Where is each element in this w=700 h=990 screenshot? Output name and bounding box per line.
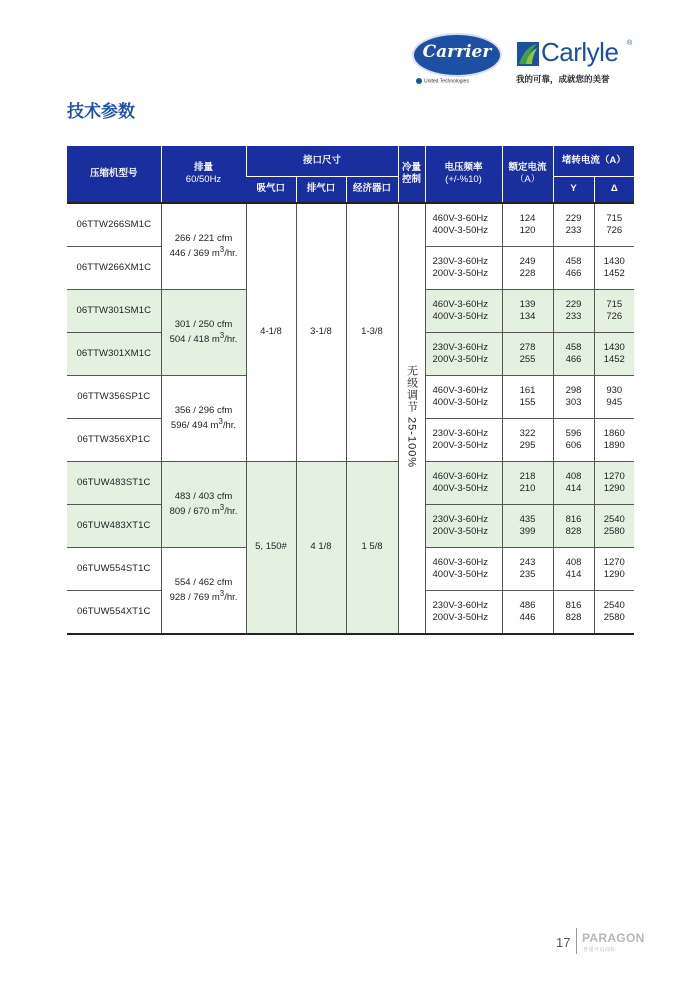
table-header-row (67, 146, 634, 176)
displacement-m3 (162, 417, 246, 433)
voltage-value: 230V-3-60Hz (432, 513, 488, 525)
rla-value: 399 (519, 526, 536, 537)
rla-value: 210 (519, 483, 536, 494)
capacity-control-value: 无级调节 25-100% (405, 364, 418, 468)
displacement-m3-sup: 3 (219, 330, 225, 340)
lra-y-value: 233 (565, 311, 582, 322)
lra-delta-value: 2580 (603, 612, 625, 623)
rla-value: 322 (519, 427, 536, 439)
displacement-m3 (162, 245, 246, 261)
voltage-cell (425, 548, 502, 591)
lra-delta-value: 1430 (603, 255, 625, 267)
displacement-m3-value: 504 / 418 m (169, 334, 220, 346)
voltage-cell (425, 290, 502, 333)
lra-delta-cell (594, 548, 634, 591)
displacement-m3 (162, 503, 246, 519)
voltage-cell (425, 591, 502, 635)
voltage-cell (425, 505, 502, 548)
lra-y-value: 229 (565, 298, 582, 310)
model-cell: 06TTW356XP1C (67, 419, 161, 462)
voltage-cell (425, 419, 502, 462)
displacement-cfm: 266 / 221 cfm (174, 232, 233, 244)
lra-delta-cell (594, 247, 634, 290)
lra-delta-value: 1430 (603, 341, 625, 353)
header-capacity-control-line1: 冷量 (402, 162, 422, 174)
lra-y-value: 458 (565, 341, 582, 353)
rla-value: 243 (519, 556, 536, 568)
lra-delta-cell (594, 203, 634, 247)
header-lra: 堵转电流（A） (553, 146, 634, 176)
rla-value: 120 (519, 225, 536, 236)
rla-value: 446 (519, 612, 536, 623)
discharge-cell: 4 1/8 (296, 462, 346, 635)
rla-cell (502, 290, 553, 333)
lra-y-value: 298 (565, 384, 582, 396)
displacement-m3-unit: /hr. (222, 420, 237, 432)
lra-y-value: 466 (565, 268, 582, 279)
lra-delta-cell (594, 419, 634, 462)
lra-y-cell (553, 505, 594, 548)
lra-y-value: 606 (565, 440, 582, 451)
paragon-subtitle: 普通开启商标 (583, 947, 617, 953)
header-rla-line2: （A） (514, 174, 541, 185)
displacement-cell (161, 290, 246, 376)
rla-value: 249 (519, 255, 536, 267)
voltage-value: 460V-3-60Hz (432, 384, 488, 396)
capacity-control-cell (398, 203, 425, 634)
rla-value: 155 (519, 397, 536, 408)
lra-y-value: 828 (565, 612, 582, 623)
voltage-cell (425, 376, 502, 419)
discharge-cell: 3-1/8 (296, 203, 346, 462)
lra-y-cell (553, 290, 594, 333)
lra-y-cell (553, 419, 594, 462)
lra-delta-value: 2580 (603, 526, 625, 537)
lra-delta-value: 930 (606, 384, 623, 396)
displacement-m3-value: 809 / 670 m (169, 506, 220, 518)
lra-y-cell (553, 591, 594, 635)
lra-delta-value: 1890 (603, 440, 625, 451)
lra-delta-value: 1270 (603, 556, 625, 568)
carrier-logo (412, 33, 502, 87)
voltage-value: 230V-3-60Hz (432, 599, 488, 611)
voltage-value: 230V-3-60Hz (432, 427, 488, 439)
header-lra-y: Y (553, 176, 594, 203)
displacement-cfm: 301 / 250 cfm (174, 318, 233, 330)
voltage-value: 400V-3-50Hz (432, 397, 488, 408)
rla-value: 295 (519, 440, 536, 451)
lra-delta-value: 726 (606, 225, 623, 236)
carrier-logo-text: Carrier (422, 42, 492, 62)
voltage-value: 230V-3-60Hz (432, 341, 488, 353)
displacement-m3-sup: 3 (219, 502, 225, 512)
paragon-logo: PARAGON (582, 931, 645, 945)
lra-y-value: 458 (565, 255, 582, 267)
displacement-m3-value: 596/ 494 m (170, 420, 219, 432)
spec-table (67, 146, 634, 635)
displacement-m3-unit: /hr. (224, 506, 238, 518)
lra-delta-value: 1452 (603, 354, 625, 365)
lra-delta-cell (594, 591, 634, 635)
voltage-value: 200V-3-50Hz (432, 440, 488, 451)
header-rla-line1: 额定电流 (508, 162, 547, 174)
voltage-value: 460V-3-60Hz (432, 212, 488, 224)
lra-y-cell (553, 376, 594, 419)
table-row (67, 203, 634, 247)
rla-cell (502, 333, 553, 376)
voltage-value: 400V-3-50Hz (432, 569, 488, 580)
displacement-m3-unit: /hr. (224, 592, 238, 604)
model-cell: 06TUW554XT1C (67, 591, 161, 635)
lra-delta-value: 726 (606, 311, 623, 322)
rla-value: 161 (519, 384, 536, 396)
lra-delta-cell (594, 376, 634, 419)
displacement-cfm: 554 / 462 cfm (174, 576, 233, 588)
header-voltage (425, 146, 502, 203)
displacement-m3-sup: 3 (219, 244, 225, 254)
lra-y-cell (553, 203, 594, 247)
lra-y-value: 408 (565, 470, 582, 482)
lra-delta-cell (594, 462, 634, 505)
voltage-value: 200V-3-50Hz (432, 612, 488, 623)
voltage-value: 400V-3-50Hz (432, 225, 488, 236)
header-voltage-line1: 电压频率 (444, 162, 483, 174)
displacement-cfm: 483 / 403 cfm (174, 490, 233, 502)
voltage-value: 400V-3-50Hz (432, 483, 488, 494)
lra-delta-value: 1860 (603, 427, 625, 439)
voltage-value: 460V-3-60Hz (432, 470, 488, 482)
economizer-cell: 1-3/8 (346, 203, 398, 462)
rla-cell (502, 247, 553, 290)
lra-delta-value: 2540 (603, 599, 625, 611)
displacement-m3-unit: /hr. (224, 334, 238, 346)
rla-cell (502, 505, 553, 548)
footer-divider (576, 928, 577, 954)
carlyle-slogan: 我的可靠，成就您的美誉 (516, 74, 610, 84)
rla-value: 278 (519, 341, 536, 353)
displacement-m3-sup: 3 (218, 416, 223, 426)
displacement-m3 (162, 331, 246, 347)
voltage-value: 400V-3-50Hz (432, 311, 488, 322)
rla-cell (502, 419, 553, 462)
model-cell: 06TUW483ST1C (67, 462, 161, 505)
rla-cell (502, 591, 553, 635)
displacement-cell (161, 376, 246, 462)
header-displacement (161, 146, 246, 203)
voltage-cell (425, 203, 502, 247)
page-number: 17 (556, 935, 571, 950)
voltage-cell (425, 462, 502, 505)
lra-delta-value: 1290 (603, 483, 625, 494)
lra-delta-cell (594, 333, 634, 376)
lra-y-cell (553, 548, 594, 591)
displacement-m3-unit: /hr. (224, 248, 238, 260)
voltage-value: 200V-3-50Hz (432, 526, 488, 537)
displacement-cell (161, 203, 246, 290)
lra-y-cell (553, 333, 594, 376)
lra-delta-value: 945 (606, 397, 623, 408)
lra-delta-cell (594, 505, 634, 548)
lra-y-value: 414 (565, 483, 582, 494)
lra-y-value: 828 (565, 526, 582, 537)
rla-cell (502, 462, 553, 505)
rla-value: 235 (519, 569, 536, 580)
lra-y-value: 229 (565, 212, 582, 224)
lra-y-value: 816 (565, 599, 582, 611)
header-displacement-sub: 60/50Hz (185, 174, 222, 185)
voltage-value: 460V-3-60Hz (432, 556, 488, 568)
lra-delta-value: 1290 (603, 569, 625, 580)
table-row (67, 462, 634, 505)
rla-cell (502, 203, 553, 247)
rla-value: 124 (519, 212, 536, 224)
displacement-cell (161, 462, 246, 548)
lra-delta-value: 1452 (603, 268, 625, 279)
model-cell: 06TTW356SP1C (67, 376, 161, 419)
displacement-m3-value: 928 / 769 m (169, 592, 220, 604)
header-connection: 接口尺寸 (246, 146, 398, 176)
voltage-value: 200V-3-50Hz (432, 354, 488, 365)
rla-value: 134 (519, 311, 536, 322)
displacement-cell (161, 548, 246, 635)
model-cell: 06TUW483XT1C (67, 505, 161, 548)
lra-y-value: 408 (565, 556, 582, 568)
lra-y-value: 466 (565, 354, 582, 365)
lra-delta-value: 1270 (603, 470, 625, 482)
economizer-cell: 1 5/8 (346, 462, 398, 635)
lra-y-value: 596 (565, 427, 582, 439)
model-cell: 06TTW266XM1C (67, 247, 161, 290)
model-cell: 06TUW554ST1C (67, 548, 161, 591)
lra-delta-value: 2540 (603, 513, 625, 525)
rla-value: 139 (519, 298, 536, 310)
lra-y-cell (553, 247, 594, 290)
lra-delta-value: 715 (606, 298, 623, 310)
header-capacity-control (398, 146, 425, 203)
voltage-value: 460V-3-60Hz (432, 298, 488, 310)
lra-delta-cell (594, 290, 634, 333)
rla-value: 486 (519, 599, 536, 611)
carrier-tagline-text: United Technologies (424, 78, 469, 85)
lra-y-value: 414 (565, 569, 582, 580)
header-suction: 吸气口 (246, 176, 296, 203)
header-rla (502, 146, 553, 203)
displacement-m3-value: 446 / 369 m (169, 248, 220, 260)
header-voltage-line2: (+/-%10) (445, 174, 482, 185)
carrier-tagline (416, 78, 469, 84)
rla-cell (502, 548, 553, 591)
voltage-value: 230V-3-60Hz (432, 255, 488, 267)
utc-icon (416, 78, 422, 84)
carlyle-trademark: ® (627, 40, 633, 47)
voltage-cell (425, 247, 502, 290)
displacement-cfm: 356 / 296 cfm (174, 404, 233, 416)
rla-value: 218 (519, 470, 536, 482)
model-cell: 06TTW301SM1C (67, 290, 161, 333)
carlyle-logo-text: Carlyle (541, 37, 619, 67)
lra-y-value: 303 (565, 397, 582, 408)
model-cell: 06TTW301XM1C (67, 333, 161, 376)
header-lra-delta: Δ (594, 176, 634, 203)
displacement-m3 (162, 589, 246, 605)
lra-y-cell (553, 462, 594, 505)
suction-cell: 5, 150# (246, 462, 296, 635)
rla-value: 435 (519, 513, 536, 525)
header-displacement-label: 排量 (193, 162, 213, 174)
rla-cell (502, 376, 553, 419)
voltage-value: 200V-3-50Hz (432, 268, 488, 279)
model-cell: 06TTW266SM1C (67, 203, 161, 247)
suction-cell: 4-1/8 (246, 203, 296, 462)
lra-y-value: 816 (565, 513, 582, 525)
header-discharge: 排气口 (296, 176, 346, 203)
displacement-m3-sup: 3 (219, 588, 225, 598)
header-economizer: 经济器口 (346, 176, 398, 203)
lra-y-value: 233 (565, 225, 582, 236)
header-model: 压缩机型号 (67, 146, 161, 203)
lra-delta-value: 715 (606, 212, 623, 224)
rla-value: 255 (519, 354, 536, 365)
rla-value: 228 (519, 268, 536, 279)
carlyle-leaf-icon (517, 42, 539, 66)
header-capacity-control-line2: 控制 (402, 174, 422, 185)
page-title: 技术参数 (67, 102, 135, 121)
voltage-cell (425, 333, 502, 376)
